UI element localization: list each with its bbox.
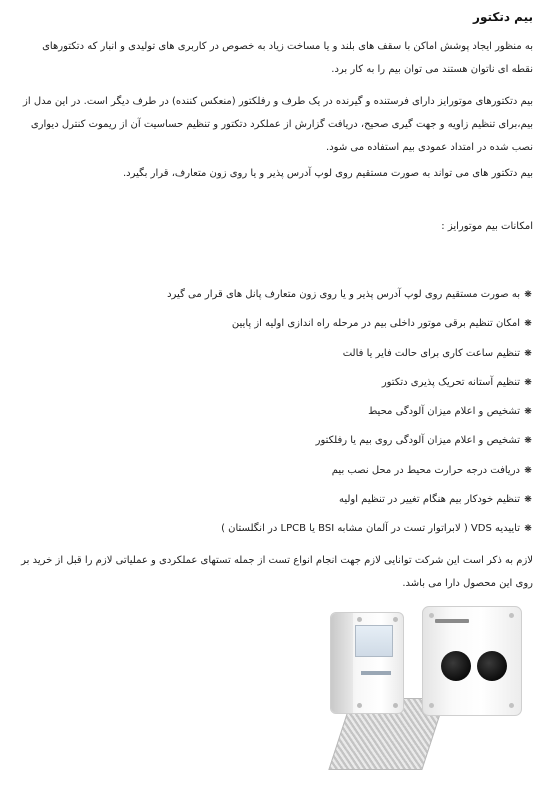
bullet-icon: ❋	[524, 407, 532, 418]
screw-icon	[357, 703, 362, 708]
bullet-icon: ❋	[524, 348, 532, 359]
bullet-icon: ❋	[524, 319, 532, 330]
display-window	[355, 625, 393, 657]
lens-icon	[441, 651, 471, 681]
screw-icon	[509, 703, 514, 708]
features-heading: امکانات بیم موتورایز :	[441, 221, 533, 232]
brand-stripe	[435, 619, 469, 623]
description-paragraph: بیم دتکتورهای موتورایز دارای فرستنده و گیرنده در یک طرف و رفلکتور (منعکس کننده) در طرف دیگر است. در این مدل از بیم،برای تنظیم زاویه و جهت گیری صحیح، دریافت گزارش از عملکرد دتکتور و تنظیم حساسیت آن از ریموت کنترل دیواری نصب شده در امتداد عمودی بیم استفاده می شود.	[23, 96, 533, 153]
intro-paragraph: به منظور ایجاد پوشش اماکن با سقف های بلند و یا مساخت زیاد به خصوص در کاربری های تولیدی و انبار که دتکتورهای نقطه ای ناتوان هستند می توان بیم را به کار برد.	[42, 41, 533, 75]
feature-text: تشخیص و اعلام میزان آلودگی روی بیم یا رفلکتور	[315, 435, 520, 447]
connection-paragraph: بیم دتکتور های می تواند به صورت مستقیم روی لوپ آدرس پذیر و یا روی زون متعارف، قرار بگیرد.	[122, 168, 533, 179]
screw-icon	[393, 703, 398, 708]
list-item	[18, 485, 533, 514]
list-item	[18, 339, 533, 368]
screw-icon	[429, 703, 434, 708]
feature-text: دریافت درجه حرارت محیط در محل نصب بیم	[331, 464, 520, 476]
bullet-icon: ❋	[524, 290, 532, 300]
list-item	[18, 514, 533, 543]
list-item	[18, 280, 533, 309]
beam-head-box	[422, 606, 522, 716]
features-list	[18, 280, 533, 544]
screw-icon	[357, 617, 362, 622]
feature-text: تشخیص و اعلام میزان آلودگی محیط	[368, 406, 520, 418]
feature-text: تنظیم ساعت کاری برای حالت فایر یا فالت	[342, 347, 520, 359]
bullet-icon: ❋	[524, 436, 532, 447]
lens-icon	[477, 651, 507, 681]
screw-icon	[509, 613, 514, 618]
feature-text: امکان تنظیم برقی موتور داخلی بیم در مرحله راه اندازی اولیه از پایین	[231, 318, 520, 330]
list-item	[18, 426, 533, 455]
list-item	[18, 368, 533, 397]
screw-icon	[393, 617, 398, 622]
page-title: بیم دتکتور	[473, 10, 533, 24]
bullet-icon: ❋	[524, 377, 532, 388]
bullet-icon: ❋	[524, 495, 532, 506]
product-image	[326, 602, 532, 780]
feature-text: تاییدیه VDS ( لابراتوار تست در آلمان مشابه BSI یا LPCB در انگلستان )	[221, 523, 520, 535]
bullet-icon: ❋	[524, 524, 532, 535]
screw-icon	[429, 613, 434, 618]
list-item	[18, 309, 533, 338]
feature-text: تنظیم آستانه تحریک پذیری دتکتور	[381, 376, 520, 388]
feature-text: به صورت مستقیم روی لوپ آدرس پذیر و یا روی زون متعارف پانل های قرار می گیرد	[167, 289, 520, 300]
box-side-shading	[331, 613, 353, 713]
control-unit-box	[330, 612, 404, 714]
list-item	[18, 456, 533, 485]
bullet-icon: ❋	[524, 465, 532, 476]
brand-stripe	[361, 671, 391, 675]
list-item	[18, 397, 533, 426]
feature-text: تنظیم خودکار بیم هنگام تغییر در تنظیم اولیه	[338, 494, 520, 506]
closing-paragraph: لازم به ذکر است این شرکت توانایی لازم جهت انجام انواع تست از جمله تستهای عملکردی و عملیاتی لازم را قبل از خرید بر روی این محصول دارا می باشد.	[21, 555, 533, 589]
